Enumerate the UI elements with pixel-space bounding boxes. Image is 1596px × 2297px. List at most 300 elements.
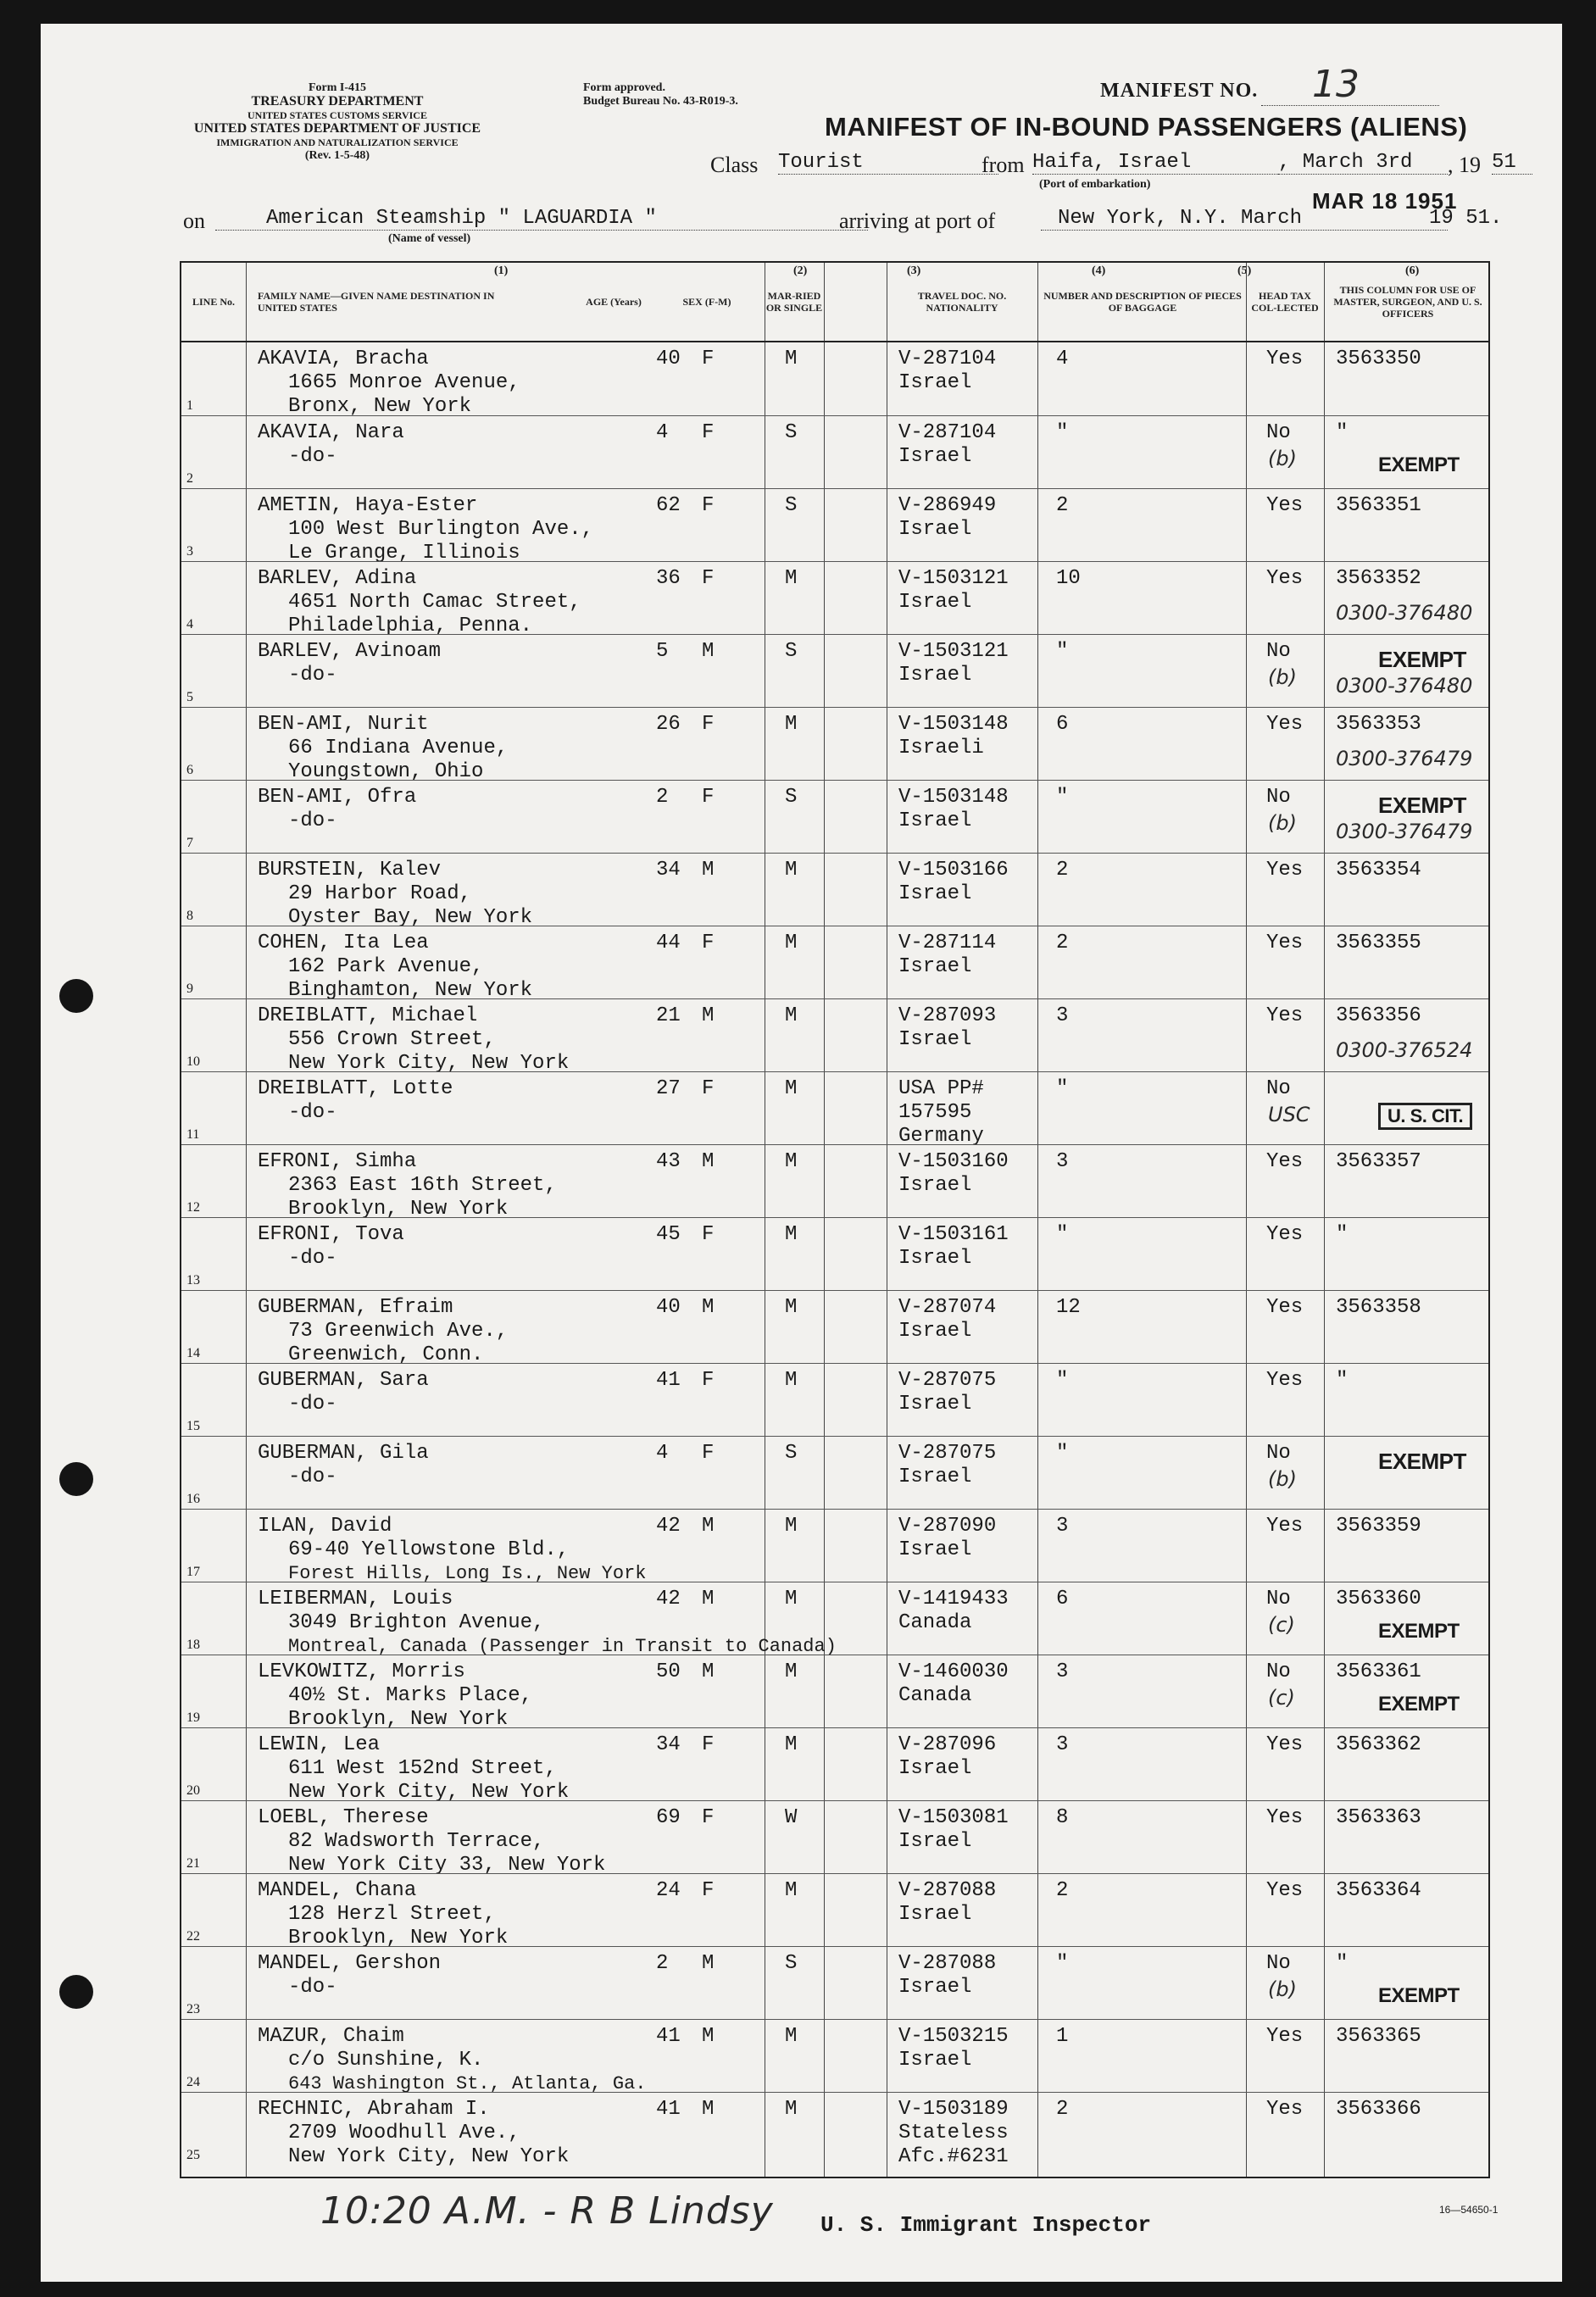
destination-line1: -do- [288,664,337,687]
manifest-number-label: MANIFEST NO. [1100,80,1259,102]
nationality: Stateless [898,2122,1009,2144]
line-number: 14 [186,1346,200,1360]
travel-doc: V-1419433 [898,1588,1009,1610]
customs-service: UNITED STATES CUSTOMS SERVICE [247,109,427,121]
passenger-name: BEN-AMI, Nurit [258,713,429,736]
head-tax: Yes [1266,1806,1304,1829]
travel-doc: V-287114 [898,932,997,954]
line-number: 21 [186,1856,200,1871]
header-sex: SEX (F-M) [682,296,731,308]
age: 5 [656,640,669,663]
passenger-table [180,261,1490,2178]
baggage: 2 [1056,1879,1069,1902]
passenger-name: LEWIN, Lea [258,1733,381,1756]
destination-line1: -do- [288,1976,337,1999]
marital-status: W [785,1806,798,1829]
officer-entry: 3563352 [1336,567,1421,590]
destination-line2: Oyster Bay, New York [288,906,533,929]
sex: M [702,1588,715,1610]
passenger-name: MANDEL, Chana [258,1879,417,1902]
punch-hole [59,979,93,1013]
passenger-name: LEVKOWITZ, Morris [258,1660,465,1683]
table-row [181,634,1488,707]
marital-status: M [785,567,798,590]
age: 42 [656,1515,681,1538]
sex: F [702,1442,715,1465]
nationality: Israel [898,1538,972,1561]
baggage: 1 [1056,2025,1069,2048]
manifest-number: 13 [1312,63,1360,106]
line-number: 20 [186,1783,200,1798]
officer-entry: 3563356 [1336,1004,1421,1027]
passenger-name: BEN-AMI, Ofra [258,786,417,809]
destination-line2: New York City 33, New York [288,1854,606,1877]
nationality: Israel [898,1976,972,1999]
destination-line1: 3049 Brighton Avenue, [288,1611,545,1634]
travel-doc: V-287104 [898,421,997,444]
marital-status: M [785,1077,798,1100]
passenger-name: COHEN, Ita Lea [258,932,429,954]
travel-doc: V-1503081 [898,1806,1009,1829]
line-number: 25 [186,2148,200,2162]
nationality: Israel [898,1830,972,1853]
line-number: 5 [186,690,193,704]
travel-doc: V-287074 [898,1296,997,1319]
header-baggage: NUMBER AND DESCRIPTION OF PIECES OF BAGGAGE [1043,290,1242,314]
destination-line2: Montreal, Canada (Passenger in Transit to Canada) [288,1636,837,1657]
year-prefix: , 19 [1448,153,1481,177]
baggage: " [1056,786,1069,809]
sex: F [702,713,715,736]
travel-doc: V-1503121 [898,640,1009,663]
destination-line1: 611 West 152nd Street, [288,1757,557,1780]
table-row [181,1217,1488,1290]
officer-entry: " [1336,1952,1349,1975]
table-row [181,1873,1488,1949]
baggage: " [1056,1442,1069,1465]
officer-entry: 3563361 [1336,1660,1421,1683]
table-row [181,1144,1488,1221]
travel-doc: V-1503215 [898,2025,1009,2048]
marital-status: M [785,1879,798,1902]
marital-status: M [785,1515,798,1538]
immigration-service: IMMIGRATION AND NATURALIZATION SERVICE [216,136,459,148]
marital-status: M [785,1733,798,1756]
passenger-name: AKAVIA, Nara [258,421,404,444]
sex: F [702,1733,715,1756]
baggage: 6 [1056,713,1069,736]
passenger-name: GUBERMAN, Sara [258,1369,429,1392]
table-row [181,1509,1488,1582]
nationality: Israel [898,1247,972,1270]
head-tax: No [1266,1660,1291,1683]
officer-note: EXEMPT [1378,1693,1460,1716]
nationality: Israel [898,591,972,614]
age: 34 [656,859,681,882]
passenger-name: MAZUR, Chaim [258,2025,404,2048]
age: 40 [656,1296,681,1319]
destination-line1: 2709 Woodhull Ave., [288,2122,520,2144]
head-tax: Yes [1266,1369,1304,1392]
marital-status: M [785,348,798,370]
travel-doc: USA PP# [898,1077,984,1100]
passenger-name: GUBERMAN, Gila [258,1442,429,1465]
punch-hole [59,1462,93,1496]
head-tax: No [1266,1588,1291,1610]
col-num-6: (6) [1405,264,1420,277]
class-label: Class [710,153,759,177]
from-value: Haifa, Israel [1032,151,1278,175]
arrival-year: 19 51. [1429,207,1503,230]
nationality: Israel [898,518,972,541]
table-row [181,1363,1488,1436]
age: 44 [656,932,681,954]
head-tax: No [1266,786,1291,809]
passenger-name: EFRONI, Tova [258,1223,404,1246]
travel-doc: V-287096 [898,1733,997,1756]
nationality: Israel [898,664,972,687]
line-number: 24 [186,2075,200,2089]
travel-doc: V-287088 [898,1879,997,1902]
destination-line1: 82 Wadsworth Terrace, [288,1830,545,1853]
age: 41 [656,2098,681,2121]
nationality-extra: Afc.#6231 [898,2145,1009,2168]
head-tax-note: (b) [1268,1977,1297,2001]
manifest-number-field [1261,63,1439,106]
baggage: 10 [1056,567,1081,590]
passenger-name: BARLEV, Avinoam [258,640,442,663]
sex: F [702,567,715,590]
age: 34 [656,1733,681,1756]
officer-entry: U. S. CIT. [1378,1103,1472,1130]
nationality: Israel [898,445,972,468]
officer-entry: 3563364 [1336,1879,1421,1902]
destination-line2: Brooklyn, New York [288,1927,509,1949]
col-num-3: (3) [907,264,921,277]
officer-entry: 3563360 [1336,1588,1421,1610]
nationality: 157595 [898,1101,972,1124]
sex: F [702,1369,715,1392]
head-tax: Yes [1266,932,1304,954]
line-number: 17 [186,1565,200,1579]
age: 26 [656,713,681,736]
line-number: 4 [186,617,193,631]
marital-status: M [785,1150,798,1173]
class-value: Tourist [778,151,998,175]
table-row [181,1655,1488,1731]
nationality: Israel [898,1466,972,1488]
passenger-name: GUBERMAN, Efraim [258,1296,453,1319]
arrival-date-stamp: MAR 18 1951 [1312,188,1458,214]
passenger-name: LEIBERMAN, Louis [258,1588,453,1610]
baggage: " [1056,640,1069,663]
officer-entry: 3563355 [1336,932,1421,954]
travel-doc: V-1503148 [898,786,1009,809]
nationality: Israel [898,2049,972,2072]
header-married: MAR-RIED OR SINGLE [765,290,823,314]
destination-line1: 162 Park Avenue, [288,955,484,978]
travel-doc: V-1460030 [898,1660,1009,1683]
travel-doc: V-1503121 [898,567,1009,590]
head-tax: Yes [1266,2098,1304,2121]
destination-line1: c/o Sunshine, K. [288,2049,484,2072]
age: 2 [656,786,669,809]
destination-line1: -do- [288,1247,337,1270]
destination-line2: Brooklyn, New York [288,1708,509,1731]
port-embark-note: (Port of embarkation) [1039,178,1151,191]
table-row [181,2019,1488,2092]
passenger-name: EFRONI, Simha [258,1150,417,1173]
travel-doc: V-287090 [898,1515,997,1538]
marital-status: S [785,640,798,663]
approval-block [583,81,738,108]
officer-entry: 3563358 [1336,1296,1421,1319]
nationality: Israeli [898,737,984,759]
marital-status: M [785,1296,798,1319]
baggage: " [1056,421,1069,444]
table-row [181,998,1488,1075]
header-head-tax: HEAD TAX COL-LECTED [1251,290,1319,314]
officer-entry: 3563359 [1336,1515,1421,1538]
table-row [181,926,1488,1002]
table-row [181,1290,1488,1366]
col-num-5: (5) [1237,264,1252,277]
marital-status: M [785,1588,798,1610]
travel-doc: V-287104 [898,348,997,370]
age: 62 [656,494,681,517]
destination-line2: New York City, New York [288,1781,570,1804]
sex: F [702,494,715,517]
line-number: 8 [186,909,193,923]
destination-line1: 2363 East 16th Street, [288,1174,557,1197]
sex: M [702,859,715,882]
baggage: " [1056,1952,1069,1975]
departure-date: , March 3rd [1278,151,1448,175]
line-number: 10 [186,1054,200,1069]
sex: F [702,421,715,444]
marital-status: S [785,1952,798,1975]
destination-line1: 100 West Burlington Ave., [288,518,594,541]
travel-doc: V-1503189 [898,2098,1009,2121]
travel-doc: V-287075 [898,1442,997,1465]
sex: F [702,1879,715,1902]
nationality: Israel [898,955,972,978]
officer-entry: " [1336,421,1349,444]
arrival-port: New York, N.Y. March [1041,207,1448,231]
marital-status: M [785,859,798,882]
officer-entry: EXEMPT [1378,647,1466,672]
age: 24 [656,1879,681,1902]
destination-line1: -do- [288,1393,337,1415]
nationality: Israel [898,882,972,905]
nationality: Israel [898,1903,972,1926]
nationality: Israel [898,1757,972,1780]
marital-status: M [785,1660,798,1683]
destination-line1: 128 Herzl Street, [288,1903,496,1926]
passenger-name: BARLEV, Adina [258,567,417,590]
marital-status: S [785,494,798,517]
sex: M [702,2098,715,2121]
destination-line1: 556 Crown Street, [288,1028,496,1051]
head-tax-note: USC [1268,1103,1310,1126]
line-number: 12 [186,1200,200,1215]
departure-year: 51 [1492,151,1532,175]
nationality: Israel [898,1174,972,1197]
line-number: 16 [186,1492,200,1506]
destination-line2: 643 Washington St., Atlanta, Ga. [288,2073,647,2094]
revision: (Rev. 1-5-48) [304,149,370,162]
marital-status: M [785,932,798,954]
sex: M [702,1952,715,1975]
officer-entry: 3563362 [1336,1733,1421,1756]
nationality: Israel [898,809,972,832]
baggage: 2 [1056,859,1069,882]
table-row [181,1071,1488,1148]
age: 42 [656,1588,681,1610]
head-tax-note: (b) [1268,447,1297,470]
officer-entry: EXEMPT [1378,793,1466,818]
age: 2 [656,1952,669,1975]
destination-line1: 73 Greenwich Ave., [288,1320,509,1343]
travel-doc: V-1503161 [898,1223,1009,1246]
officer-entry: EXEMPT [1378,1449,1466,1474]
sex: M [702,2025,715,2048]
marital-status: S [785,421,798,444]
officer-entry: 3563357 [1336,1150,1421,1173]
passenger-name: DREIBLATT, Lotte [258,1077,453,1100]
sex: M [702,1004,715,1027]
header-travel-doc: TRAVEL DOC. NO. NATIONALITY [917,290,1007,314]
destination-line1: -do- [288,809,337,832]
line-number: 19 [186,1710,200,1725]
age: 50 [656,1660,681,1683]
header-age: AGE (Years) [586,296,642,308]
vessel-name: American Steamship " LAGUARDIA " [215,207,868,231]
baggage: " [1056,1223,1069,1246]
col-num-2: (2) [793,264,808,277]
destination-line2: Brooklyn, New York [288,1198,509,1221]
destination-line1: 69-40 Yellowstone Bld., [288,1538,570,1561]
justice-dept: UNITED STATES DEPARTMENT OF JUSTICE [193,121,481,136]
officer-entry: 3563366 [1336,2098,1421,2121]
baggage: 3 [1056,1150,1069,1173]
baggage: 2 [1056,2098,1069,2121]
officer-note: EXEMPT [1378,1984,1460,2007]
officer-note: 0300-376479 [1336,747,1473,770]
header-name: FAMILY NAME—GIVEN NAME DESTINATION IN UNITED STATES [258,290,495,314]
destination-line2: Greenwich, Conn. [288,1343,484,1366]
marital-status: M [785,2025,798,2048]
nationality: Canada [898,1684,972,1707]
head-tax: No [1266,1952,1291,1975]
form-number: Form I-415 [308,81,367,94]
head-tax: Yes [1266,348,1304,370]
punch-hole [59,1975,93,2009]
head-tax-note: (b) [1268,665,1297,689]
travel-doc: V-287088 [898,1952,997,1975]
officer-entry: 3563350 [1336,348,1421,370]
table-body [181,342,1488,2177]
age: 41 [656,1369,681,1392]
destination-line2: Youngstown, Ohio [288,760,484,783]
head-tax-note: (b) [1268,811,1297,835]
passenger-name: LOEBL, Therese [258,1806,429,1829]
manifest-page [41,24,1562,2282]
officer-entry: 3563365 [1336,2025,1421,2048]
age: 36 [656,567,681,590]
table-row [181,415,1488,488]
head-tax: Yes [1266,1150,1304,1173]
print-code: 16—54650-1 [1439,2204,1499,2216]
line-number: 13 [186,1273,200,1288]
header-officers: THIS COLUMN FOR USE OF MASTER, SURGEON, AND U. S. OFFICERS [1333,284,1482,320]
age: 4 [656,421,669,444]
sex: F [702,1077,715,1100]
nationality: Canada [898,1611,972,1634]
passenger-name: MANDEL, Gershon [258,1952,442,1975]
table-row [181,780,1488,853]
table-row [181,1582,1488,1655]
age: 43 [656,1150,681,1173]
head-tax: Yes [1266,1879,1304,1902]
destination-line2: Binghamton, New York [288,979,533,1002]
marital-status: M [785,1004,798,1027]
sex: M [702,1296,715,1319]
marital-status: M [785,713,798,736]
age: 41 [656,2025,681,2048]
sex: F [702,932,715,954]
sex: M [702,1660,715,1683]
officer-entry: " [1336,1223,1349,1246]
head-tax-note: (b) [1268,1467,1297,1491]
marital-status: M [785,2098,798,2121]
travel-doc: V-1503160 [898,1150,1009,1173]
line-number: 11 [186,1127,200,1142]
travel-doc: V-1503166 [898,859,1009,882]
officer-entry: 3563351 [1336,494,1421,517]
nationality: Israel [898,1028,972,1051]
age: 40 [656,348,681,370]
travel-doc: V-287093 [898,1004,997,1027]
passenger-name: ILAN, David [258,1515,392,1538]
sex: F [702,1806,715,1829]
destination-line1: 1665 Monroe Avenue, [288,371,520,394]
line-number: 6 [186,763,193,777]
baggage: 12 [1056,1296,1081,1319]
destination-line1: 66 Indiana Avenue, [288,737,509,759]
head-tax: Yes [1266,713,1304,736]
on-label: on [183,209,205,233]
inspector-title: U. S. Immigrant Inspector [820,2212,1152,2238]
nationality: Israel [898,371,972,394]
age: 27 [656,1077,681,1100]
sex: F [702,1223,715,1246]
passenger-name: BURSTEIN, Kalev [258,859,442,882]
table-row [181,707,1488,783]
vessel-note: (Name of vessel) [388,232,471,245]
marital-status: M [785,1223,798,1246]
col-num-1: (1) [494,264,509,277]
age: 4 [656,1442,669,1465]
table-row [181,2092,1488,2168]
baggage: 3 [1056,1004,1069,1027]
age: 21 [656,1004,681,1027]
head-tax: No [1266,1442,1291,1465]
travel-doc: V-287075 [898,1369,997,1392]
line-number: 3 [186,544,193,559]
destination-line1: -do- [288,1466,337,1488]
arriving-label: arriving at port of [839,209,996,233]
